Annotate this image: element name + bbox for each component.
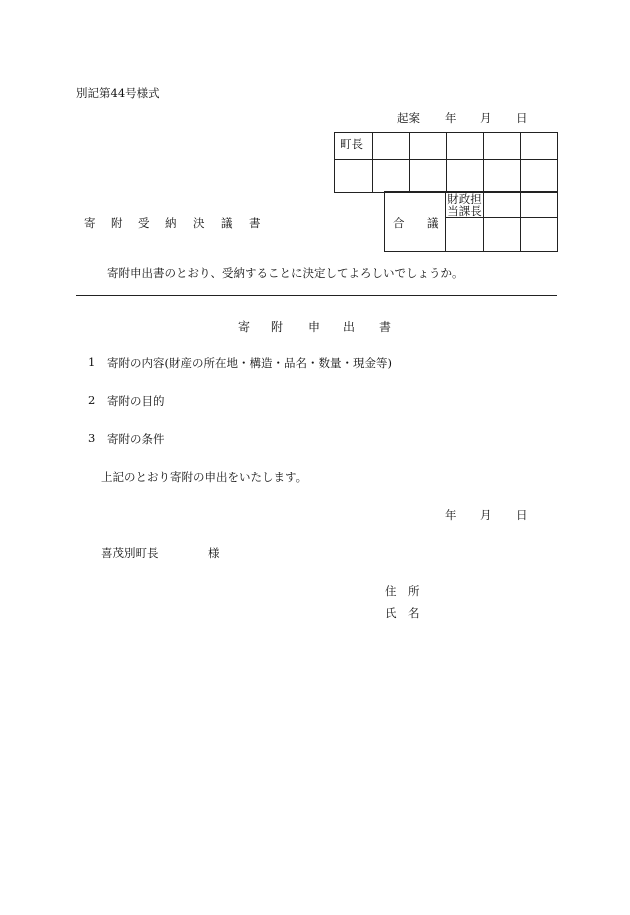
addressee-name: 喜茂別町長: [101, 546, 159, 560]
stamp-cell[interactable]: [484, 192, 521, 218]
draft-month-label: 月: [480, 111, 492, 125]
decision-title-char: 決: [193, 216, 205, 230]
decision-title-char: 附: [111, 216, 123, 230]
stamp-cell[interactable]: [335, 160, 373, 193]
stamp-cell[interactable]: [521, 133, 558, 160]
application-title-char: 書: [379, 320, 392, 334]
consultation-label-b: 議: [427, 216, 439, 230]
decision-title-char: 寄: [84, 216, 96, 230]
mayor-label: 町長: [340, 137, 363, 151]
application-statement: 上記のとおり寄附の申出をいたします。: [101, 470, 308, 484]
stamp-cell[interactable]: [447, 133, 484, 160]
stamp-cell[interactable]: [446, 218, 484, 252]
application-month-label: 月: [480, 508, 492, 522]
stamp-cell[interactable]: [484, 133, 521, 160]
draft-label: 起案: [397, 111, 420, 125]
section-divider: [76, 295, 557, 296]
application-day-label: 日: [516, 508, 528, 522]
mayor-label-cell: [335, 133, 373, 160]
applicant-address-label-a: 住: [385, 584, 397, 598]
finance-head-label-line1: 財政担: [447, 192, 482, 206]
finance-head-label-cell: [446, 192, 484, 218]
decision-title-char: 議: [221, 216, 233, 230]
item-3-number: 3: [88, 431, 96, 445]
stamp-cell[interactable]: [484, 160, 521, 193]
application-title-char: 寄: [238, 320, 251, 334]
applicant-name-label-a: 氏: [385, 606, 397, 620]
stamp-cell[interactable]: [373, 133, 410, 160]
approval-grid: [334, 132, 558, 193]
item-2-number: 2: [88, 393, 96, 407]
application-title-char: 附: [271, 320, 284, 334]
decision-title-char: 納: [165, 216, 177, 230]
stamp-cell[interactable]: [521, 192, 558, 218]
decision-title-char: 受: [138, 216, 150, 230]
stamp-cell[interactable]: [521, 160, 558, 193]
form-number: 別記第44号様式: [76, 86, 160, 100]
consultation-label-a: 合: [393, 216, 405, 230]
draft-day-label: 日: [516, 111, 528, 125]
consultation-grid: [384, 191, 558, 252]
item-3-text: 寄附の条件: [107, 432, 165, 446]
item-1-text: 寄附の内容(財産の所在地・構造・品名・数量・現金等): [107, 356, 392, 370]
item-2-text: 寄附の目的: [107, 394, 165, 408]
draft-year-label: 年: [445, 111, 457, 125]
item-1-number: 1: [88, 355, 96, 369]
stamp-cell[interactable]: [484, 218, 521, 252]
application-title-char: 申: [308, 320, 321, 334]
addressee-honorific: 様: [208, 546, 220, 560]
finance-head-label-line2: 当課長: [447, 204, 482, 218]
consultation-label-cell: [385, 192, 446, 252]
decision-title-char: 書: [249, 216, 261, 230]
stamp-cell[interactable]: [447, 160, 484, 193]
stamp-cell[interactable]: [521, 218, 558, 252]
applicant-name-label-b: 名: [408, 606, 420, 620]
stamp-cell[interactable]: [373, 160, 410, 193]
application-title-char: 出: [343, 320, 356, 334]
stamp-cell[interactable]: [410, 133, 447, 160]
stamp-cell[interactable]: [410, 160, 447, 193]
decision-statement: 寄附申出書のとおり、受納することに決定してよろしいでしょうか。: [107, 266, 464, 280]
applicant-address-label-b: 所: [408, 584, 420, 598]
application-year-label: 年: [445, 508, 457, 522]
